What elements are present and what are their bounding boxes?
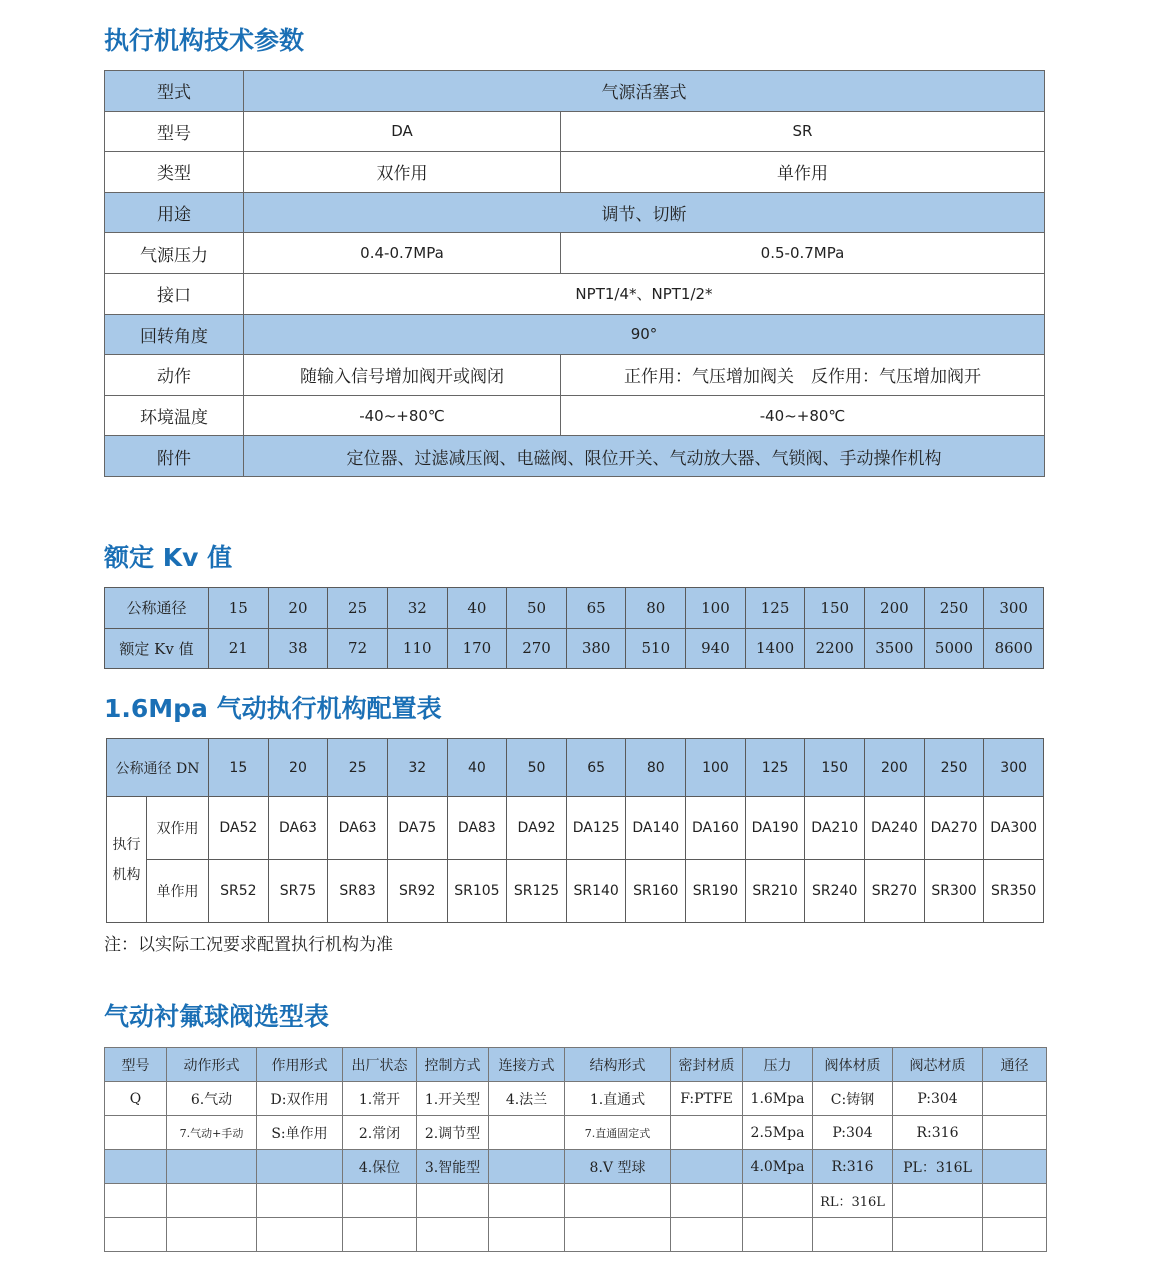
table-cell xyxy=(565,1218,671,1252)
table-row xyxy=(105,588,1044,629)
config-cell: 32 xyxy=(387,739,447,797)
table-row xyxy=(105,192,1045,233)
config-cell: DA160 xyxy=(686,797,746,860)
table-cell xyxy=(417,1218,489,1252)
config-cell: SR92 xyxy=(387,860,447,923)
selection-table xyxy=(104,1047,1047,1252)
table-row xyxy=(105,111,1045,152)
cell: 90° xyxy=(244,314,1045,355)
table-cell xyxy=(489,1218,565,1252)
kv-cell: 40 xyxy=(447,588,507,629)
row-label: 用途 xyxy=(105,192,244,233)
column-header: 连接方式 xyxy=(489,1048,565,1082)
config-cell: 50 xyxy=(507,739,567,797)
cell: 0.4-0.7MPa xyxy=(244,233,561,274)
config-cell: SR125 xyxy=(507,860,567,923)
table-cell xyxy=(257,1150,343,1184)
table-cell: C:铸钢 xyxy=(813,1082,893,1116)
table-cell xyxy=(167,1184,257,1218)
table-cell: 2.5Mpa xyxy=(743,1116,813,1150)
table-cell xyxy=(257,1218,343,1252)
table-cell xyxy=(105,1184,167,1218)
config-cell: SR52 xyxy=(209,860,269,923)
table-cell: R:316 xyxy=(813,1150,893,1184)
cell: 随输入信号增加阀开或阀闭 xyxy=(244,355,561,396)
column-header: 结构形式 xyxy=(565,1048,671,1082)
table-row xyxy=(105,314,1045,355)
kv-cell: 150 xyxy=(805,588,865,629)
table-cell: S:单作用 xyxy=(257,1116,343,1150)
table-cell xyxy=(489,1116,565,1150)
config-cell: 25 xyxy=(328,739,388,797)
config-cell: DA125 xyxy=(566,797,626,860)
row-label: 额定 Kv 值 xyxy=(105,628,209,669)
kv-cell: 270 xyxy=(507,628,567,669)
cell: -40~+80℃ xyxy=(244,395,561,436)
table-cell xyxy=(105,1218,167,1252)
table-cell: Q xyxy=(105,1082,167,1116)
kv-cell: 8600 xyxy=(984,628,1044,669)
config-cell: 100 xyxy=(686,739,746,797)
note: 注：以实际工况要求配置执行机构为准 xyxy=(104,935,393,955)
cell: -40~+80℃ xyxy=(561,395,1045,436)
config-cell: SR240 xyxy=(805,860,865,923)
table-cell: PL：316L xyxy=(893,1150,983,1184)
row-label: 附件 xyxy=(105,436,244,477)
config-cell: SR160 xyxy=(626,860,686,923)
table-row xyxy=(105,355,1045,396)
column-header: 阀体材质 xyxy=(813,1048,893,1082)
config-cell: 250 xyxy=(924,739,984,797)
row-label: 环境温度 xyxy=(105,395,244,436)
config-title: 1.6Mpa 气动执行机构配置表 xyxy=(104,694,442,723)
kv-cell: 20 xyxy=(268,588,328,629)
table-cell xyxy=(167,1218,257,1252)
table-row xyxy=(105,1082,1047,1116)
table-cell xyxy=(813,1218,893,1252)
kv-cell: 72 xyxy=(328,628,388,669)
kv-cell: 2200 xyxy=(805,628,865,669)
table-cell: P:304 xyxy=(813,1116,893,1150)
config-cell: 20 xyxy=(268,739,328,797)
config-cell: DA75 xyxy=(387,797,447,860)
table-cell: 2.常闭 xyxy=(343,1116,417,1150)
table-header-row xyxy=(105,1048,1047,1082)
kv-cell: 65 xyxy=(566,588,626,629)
table-cell: 1.常开 xyxy=(343,1082,417,1116)
cell: 双作用 xyxy=(244,152,561,193)
kv-cell: 25 xyxy=(328,588,388,629)
table-cell: RL：316L xyxy=(813,1184,893,1218)
row-label: 型式 xyxy=(105,71,244,112)
table-cell: P:304 xyxy=(893,1082,983,1116)
config-cell: SR210 xyxy=(745,860,805,923)
kv-cell: 110 xyxy=(387,628,447,669)
table-cell: 7.直通固定式 xyxy=(565,1116,671,1150)
config-cell: DA270 xyxy=(924,797,984,860)
table-cell xyxy=(983,1082,1047,1116)
table-cell: 4.0Mpa xyxy=(743,1150,813,1184)
config-cell: SR140 xyxy=(566,860,626,923)
cell: 单作用 xyxy=(561,152,1045,193)
row-label: 类型 xyxy=(105,152,244,193)
config-cell: DA210 xyxy=(805,797,865,860)
actuator-params-table xyxy=(104,70,1045,477)
kv-cell: 100 xyxy=(686,588,746,629)
group-label-line: 机构 xyxy=(112,866,141,883)
table-cell xyxy=(743,1184,813,1218)
kv-cell: 380 xyxy=(566,628,626,669)
config-cell: DA140 xyxy=(626,797,686,860)
column-header: 通径 xyxy=(983,1048,1047,1082)
table-cell xyxy=(671,1184,743,1218)
cell: 调节、切断 xyxy=(244,192,1045,233)
cell: NPT1/4*、NPT1/2* xyxy=(244,273,1045,314)
kv-cell: 1400 xyxy=(745,628,805,669)
column-header: 压力 xyxy=(743,1048,813,1082)
column-header: 控制方式 xyxy=(417,1048,489,1082)
kv-cell: 250 xyxy=(924,588,984,629)
kv-cell: 3500 xyxy=(865,628,925,669)
table-row xyxy=(105,152,1045,193)
config-cell: 200 xyxy=(865,739,925,797)
config-cell: SR190 xyxy=(686,860,746,923)
cell: SR xyxy=(561,111,1045,152)
row-label: 双作用 xyxy=(147,797,209,860)
config-cell: SR300 xyxy=(924,860,984,923)
table-cell: D:双作用 xyxy=(257,1082,343,1116)
config-table xyxy=(106,738,1044,923)
table-row xyxy=(107,860,1044,923)
kv-cell: 510 xyxy=(626,628,686,669)
table-cell: R:316 xyxy=(893,1116,983,1150)
config-cell: DA300 xyxy=(984,797,1044,860)
config-cell: 15 xyxy=(209,739,269,797)
table-cell: 2.调节型 xyxy=(417,1116,489,1150)
table-cell xyxy=(671,1116,743,1150)
table-row xyxy=(105,1184,1047,1218)
table-cell xyxy=(983,1218,1047,1252)
config-cell: DA190 xyxy=(745,797,805,860)
cell: DA xyxy=(244,111,561,152)
config-cell: 125 xyxy=(745,739,805,797)
row-label: 公称通径 xyxy=(105,588,209,629)
cell: 定位器、过滤减压阀、电磁阀、限位开关、气动放大器、气锁阀、手动操作机构 xyxy=(244,436,1045,477)
selection-title: 气动衬氟球阀选型表 xyxy=(104,1002,330,1031)
table-cell xyxy=(167,1150,257,1184)
table-cell xyxy=(893,1184,983,1218)
table-cell: 4.保位 xyxy=(343,1150,417,1184)
config-cell: DA92 xyxy=(507,797,567,860)
kv-cell: 21 xyxy=(209,628,269,669)
table-cell xyxy=(343,1218,417,1252)
config-cell: SR75 xyxy=(268,860,328,923)
table-row xyxy=(105,71,1045,112)
kv-cell: 125 xyxy=(745,588,805,629)
column-header: 作用形式 xyxy=(257,1048,343,1082)
actuator-params-title: 执行机构技术参数 xyxy=(104,26,305,55)
kv-cell: 5000 xyxy=(924,628,984,669)
kv-cell: 300 xyxy=(984,588,1044,629)
kv-table xyxy=(104,587,1044,669)
config-cell: SR270 xyxy=(865,860,925,923)
kv-cell: 940 xyxy=(686,628,746,669)
config-cell: DA83 xyxy=(447,797,507,860)
table-cell xyxy=(105,1150,167,1184)
row-label: 公称通径 DN xyxy=(107,739,209,797)
cell: 正作用：气压增加阀关 反作用：气压增加阀开 xyxy=(561,355,1045,396)
kv-cell: 38 xyxy=(268,628,328,669)
table-cell xyxy=(983,1150,1047,1184)
config-cell: SR350 xyxy=(984,860,1044,923)
table-cell xyxy=(105,1116,167,1150)
table-row xyxy=(105,436,1045,477)
table-cell: 4.法兰 xyxy=(489,1082,565,1116)
table-cell xyxy=(743,1218,813,1252)
kv-cell: 50 xyxy=(507,588,567,629)
row-label: 动作 xyxy=(105,355,244,396)
table-row xyxy=(105,273,1045,314)
column-header: 型号 xyxy=(105,1048,167,1082)
table-row xyxy=(107,797,1044,860)
column-header: 阀芯材质 xyxy=(893,1048,983,1082)
cell: 0.5-0.7MPa xyxy=(561,233,1045,274)
config-cell: 65 xyxy=(566,739,626,797)
column-header: 动作形式 xyxy=(167,1048,257,1082)
group-label-line: 执行 xyxy=(112,836,141,853)
table-cell: 8.V 型球 xyxy=(565,1150,671,1184)
cell: 气源活塞式 xyxy=(244,71,1045,112)
table-row xyxy=(105,1218,1047,1252)
config-cell: DA52 xyxy=(209,797,269,860)
config-cell: 300 xyxy=(984,739,1044,797)
kv-cell: 200 xyxy=(865,588,925,629)
table-cell: 1.开关型 xyxy=(417,1082,489,1116)
table-cell xyxy=(893,1218,983,1252)
config-cell: 150 xyxy=(805,739,865,797)
config-cell: SR83 xyxy=(328,860,388,923)
table-row xyxy=(105,628,1044,669)
row-label: 接口 xyxy=(105,273,244,314)
table-row xyxy=(105,1116,1047,1150)
group-label xyxy=(107,797,147,923)
table-cell xyxy=(489,1184,565,1218)
config-cell: DA63 xyxy=(328,797,388,860)
table-cell xyxy=(343,1184,417,1218)
config-cell: 40 xyxy=(447,739,507,797)
config-cell: SR105 xyxy=(447,860,507,923)
table-row xyxy=(105,233,1045,274)
table-row xyxy=(105,395,1045,436)
table-cell: 3.智能型 xyxy=(417,1150,489,1184)
table-cell xyxy=(257,1184,343,1218)
table-cell: 1.6Mpa xyxy=(743,1082,813,1116)
table-cell xyxy=(417,1184,489,1218)
table-cell xyxy=(565,1184,671,1218)
kv-cell: 32 xyxy=(387,588,447,629)
config-cell: 80 xyxy=(626,739,686,797)
table-row xyxy=(105,1150,1047,1184)
table-row xyxy=(107,739,1044,797)
kv-cell: 80 xyxy=(626,588,686,629)
row-label: 型号 xyxy=(105,111,244,152)
table-cell: 7.气动+手动 xyxy=(167,1116,257,1150)
kv-cell: 15 xyxy=(209,588,269,629)
table-cell: 1.直通式 xyxy=(565,1082,671,1116)
table-cell xyxy=(983,1184,1047,1218)
config-cell: DA240 xyxy=(865,797,925,860)
table-cell: F:PTFE xyxy=(671,1082,743,1116)
table-cell: 6.气动 xyxy=(167,1082,257,1116)
table-cell xyxy=(983,1116,1047,1150)
kv-title: 额定 Kv 值 xyxy=(104,543,233,572)
row-label: 回转角度 xyxy=(105,314,244,355)
row-label: 气源压力 xyxy=(105,233,244,274)
table-cell xyxy=(489,1150,565,1184)
config-cell: DA63 xyxy=(268,797,328,860)
column-header: 出厂状态 xyxy=(343,1048,417,1082)
table-cell xyxy=(671,1150,743,1184)
column-header: 密封材质 xyxy=(671,1048,743,1082)
kv-cell: 170 xyxy=(447,628,507,669)
row-label: 单作用 xyxy=(147,860,209,923)
table-cell xyxy=(671,1218,743,1252)
